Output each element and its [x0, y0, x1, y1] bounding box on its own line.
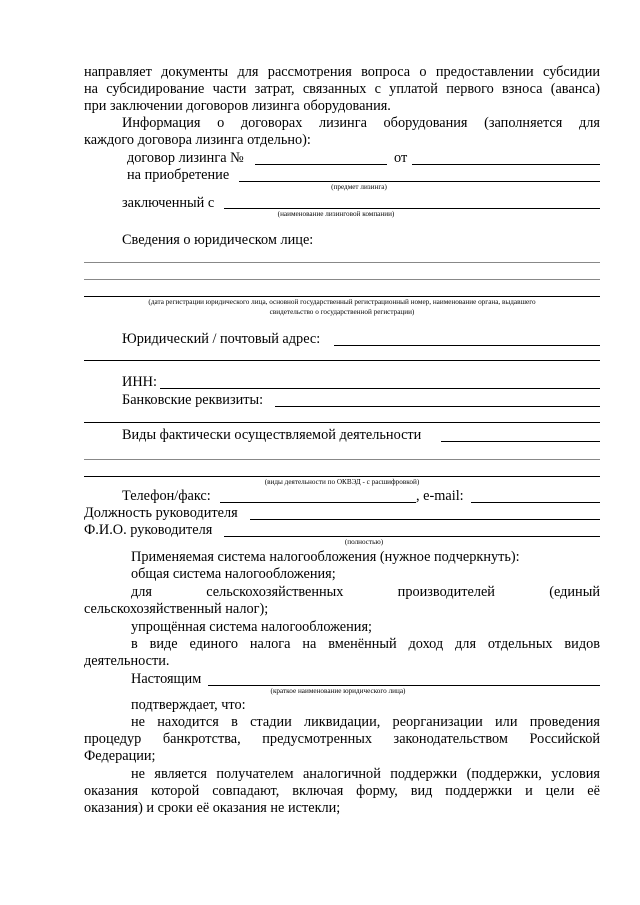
activity-field-3[interactable]: [84, 476, 600, 477]
address-field[interactable]: [334, 345, 600, 346]
heading-word: о: [217, 115, 225, 131]
contract-number-label: договор лизинга №: [127, 150, 244, 166]
legal-entity-field-1[interactable]: [84, 262, 600, 263]
tax-word: (единый: [549, 584, 600, 600]
tax-word: сельскохозяйственных: [206, 584, 344, 600]
heading-word: договорах: [240, 115, 303, 131]
confirm-item-2-line-3: оказания) и сроки её оказания не истекли;: [84, 800, 341, 816]
confirm-item-2-line-2: оказания которой совпадают, включая форму, вид поддержки и цели её: [84, 783, 600, 799]
bank-field-2[interactable]: [84, 422, 600, 423]
tax-option-agricultural-line-2: сельскохозяйственный налог);: [84, 601, 269, 617]
legal-entity-label: Сведения о юридическом лице:: [122, 232, 314, 248]
concluded-label: заключенный с: [122, 195, 215, 211]
heading-word: (заполняется: [484, 115, 563, 131]
tax-option-imputed[interactable]: в виде единого налога на вменённый доход для отдельных видов: [131, 636, 600, 652]
position-label: Должность руководителя: [84, 505, 238, 521]
heading-word: для: [578, 115, 600, 131]
heading-word: лизинга: [318, 115, 367, 131]
tax-word: для: [131, 584, 152, 600]
legal-entity-field-2[interactable]: [84, 279, 600, 280]
inn-field[interactable]: [160, 388, 600, 389]
legal-entity-caption-2: свидетельство о государственной регистрации): [269, 308, 415, 316]
herein-field[interactable]: [208, 685, 600, 686]
tax-option-agricultural[interactable]: [131, 584, 600, 601]
intro-line-3: при заключении договоров лизинга оборудования.: [84, 98, 391, 114]
tax-word: производителей: [397, 584, 495, 600]
purchase-field[interactable]: [239, 181, 600, 182]
confirm-item-1-line-2: процедур банкротства, предусмотренных законодательством Российской: [84, 731, 600, 747]
herein-caption: (краткое наименование юридического лица): [270, 687, 406, 695]
purchase-label: на приобретение: [127, 167, 230, 183]
bank-label: Банковские реквизиты:: [122, 392, 264, 408]
address-field-2[interactable]: [84, 360, 600, 361]
phone-label: Телефон/факс:: [122, 488, 211, 504]
confirms-label: подтверждает, что:: [131, 697, 246, 713]
phone-field[interactable]: [220, 502, 416, 503]
legal-entity-field-3[interactable]: [84, 296, 600, 297]
heading-word: оборудования: [383, 115, 468, 131]
activity-field[interactable]: [441, 441, 600, 442]
activity-caption: (виды деятельности по ОКВЭД - с расшифровкой): [264, 478, 420, 486]
contract-number-field[interactable]: [255, 164, 387, 165]
tax-option-imputed-line-2: деятельности.: [84, 653, 170, 669]
bank-field[interactable]: [275, 406, 600, 407]
leasing-heading-line-2: каждого договора лизинга отдельно):: [84, 132, 311, 148]
heading-word: Информация: [122, 115, 201, 131]
purchase-caption: (предмет лизинга): [331, 183, 387, 191]
email-field[interactable]: [471, 502, 600, 503]
tax-option-general[interactable]: общая система налогообложения;: [131, 566, 336, 582]
concluded-field[interactable]: [224, 208, 600, 209]
intro-line-1: направляет документы для рассмотрения вопроса о предоставлении субсидии: [84, 64, 600, 80]
herein-label: Настоящим: [131, 671, 202, 687]
intro-line-2: на субсидирование части затрат, связанных с уплатой первого взноса (аванса): [84, 81, 600, 97]
contract-date-label: от: [394, 150, 408, 166]
inn-label: ИНН:: [122, 374, 157, 390]
confirm-item-2-line-1: не является получателем аналогичной поддержки (поддержки, условия: [131, 766, 600, 782]
tax-option-simplified[interactable]: упрощённая система налогообложения;: [131, 619, 372, 635]
tax-heading: Применяемая система налогообложения (нужное подчеркнуть):: [131, 549, 520, 565]
confirm-item-1-line-3: Федерации;: [84, 748, 156, 764]
activity-field-2[interactable]: [84, 459, 600, 460]
fio-label: Ф.И.О. руководителя: [84, 522, 213, 538]
fio-field[interactable]: [224, 536, 600, 537]
fio-caption: (полностью): [344, 538, 384, 546]
legal-entity-caption-1: (дата регистрации юридического лица, основной государственный регистрационный номер, наименование органа, выдавшего: [148, 298, 536, 306]
email-label: , e-mail:: [416, 488, 464, 504]
position-field[interactable]: [250, 519, 600, 520]
confirm-item-1-line-1: не находится в стадии ликвидации, реорганизации или проведения: [131, 714, 600, 730]
leasing-heading-line-1: [122, 115, 600, 132]
concluded-caption: (наименование лизинговой компании): [277, 210, 395, 218]
contract-date-field[interactable]: [412, 164, 600, 165]
activity-label: Виды фактически осуществляемой деятельности: [122, 427, 422, 443]
address-label: Юридический / почтовый адрес:: [122, 331, 321, 347]
